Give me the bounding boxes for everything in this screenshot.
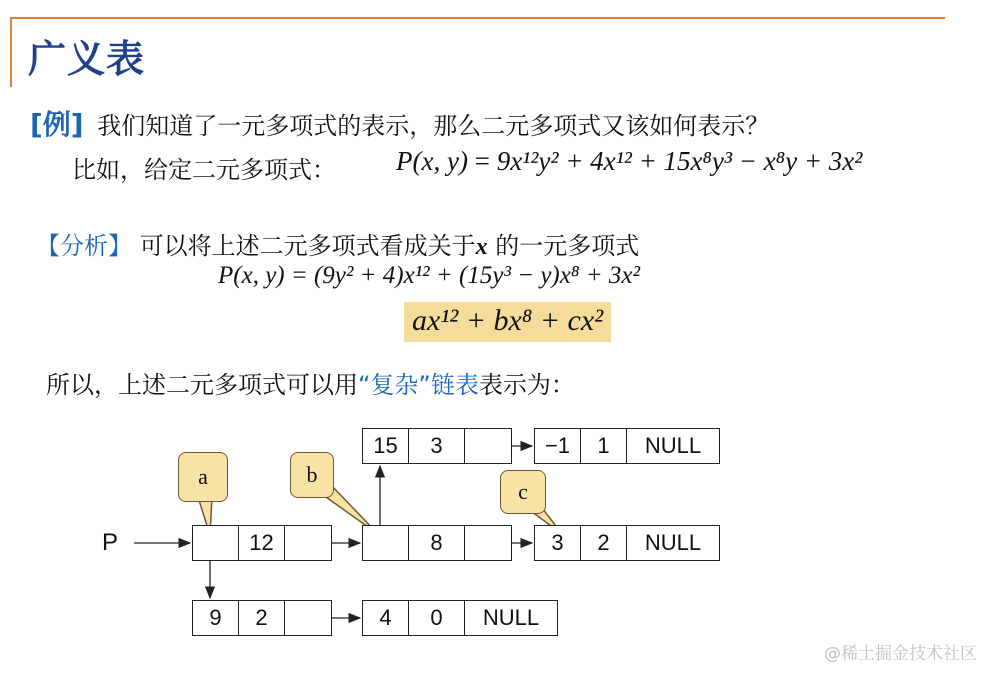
analysis-text-before: 可以将上述二元多项式看成关于 <box>139 232 476 260</box>
node-cell: 2 <box>239 601 285 635</box>
list-node-a-sub1 <box>192 600 332 636</box>
list-node-b <box>362 525 512 561</box>
node-cell: 3 <box>409 429 465 463</box>
head-pointer-label: P <box>102 529 119 556</box>
node-cell <box>193 526 239 560</box>
highlight-formula: ax¹² + bx⁸ + cx² <box>404 302 611 342</box>
node-cell: 12 <box>239 526 285 560</box>
node-cell: 15 <box>363 429 409 463</box>
given-prefix: 比如，给定二元多项式： <box>72 156 336 184</box>
analysis-var: x <box>475 234 488 260</box>
conclusion-prefix: 所以，上述二元多项式可以用 <box>46 371 358 399</box>
callout-c: c <box>500 470 546 514</box>
node-cell <box>465 526 511 560</box>
node-cell: 0 <box>409 601 465 635</box>
node-cell <box>285 601 331 635</box>
callout-b: b <box>290 452 334 498</box>
node-cell: NULL <box>644 530 702 555</box>
node-cell: −1 <box>535 429 581 463</box>
analysis-formula: P(x, y) = (9y² + 4)x¹² + (15y³ − y)x⁸ + 3x² <box>218 262 641 289</box>
node-cell: NULL <box>644 433 702 458</box>
example-tag: [例] <box>30 108 84 141</box>
list-node-a-sub2 <box>362 600 558 636</box>
page-title: 广义表 <box>28 37 146 81</box>
node-cell: 1 <box>581 429 627 463</box>
poly-rhs: 9x¹²y² + 4x¹² + 15x⁸y³ − x⁸y + 3x² <box>496 146 863 176</box>
analysis-tag: 【分析】 <box>36 232 132 260</box>
conclusion-quoted: “复杂” <box>358 371 431 399</box>
conclusion-link-word: 链表 <box>430 371 479 399</box>
node-cell: 8 <box>409 526 465 560</box>
node-cell <box>285 526 331 560</box>
node-cell <box>465 429 511 463</box>
node-cell: 2 <box>581 526 627 560</box>
node-cell: NULL <box>482 605 540 630</box>
node-cell <box>363 526 409 560</box>
list-node-a <box>192 525 332 561</box>
list-node-b-sub1 <box>362 428 512 464</box>
example-question: 我们知道了一元多项式的表示，那么二元多项式又该如何表示？ <box>97 112 770 140</box>
watermark: @稀土掘金技术社区 <box>824 644 977 664</box>
list-node-c <box>534 525 720 561</box>
analysis-text-after: 的一元多项式 <box>495 232 640 260</box>
node-cell: 9 <box>193 601 239 635</box>
callout-a: a <box>178 452 228 502</box>
node-cell: 4 <box>363 601 409 635</box>
node-cell: 3 <box>535 526 581 560</box>
poly-eq: = <box>474 146 490 176</box>
poly-lhs: P(x, y) <box>396 146 468 176</box>
conclusion-suffix: 表示为： <box>478 371 575 399</box>
list-node-b-sub2 <box>534 428 720 464</box>
